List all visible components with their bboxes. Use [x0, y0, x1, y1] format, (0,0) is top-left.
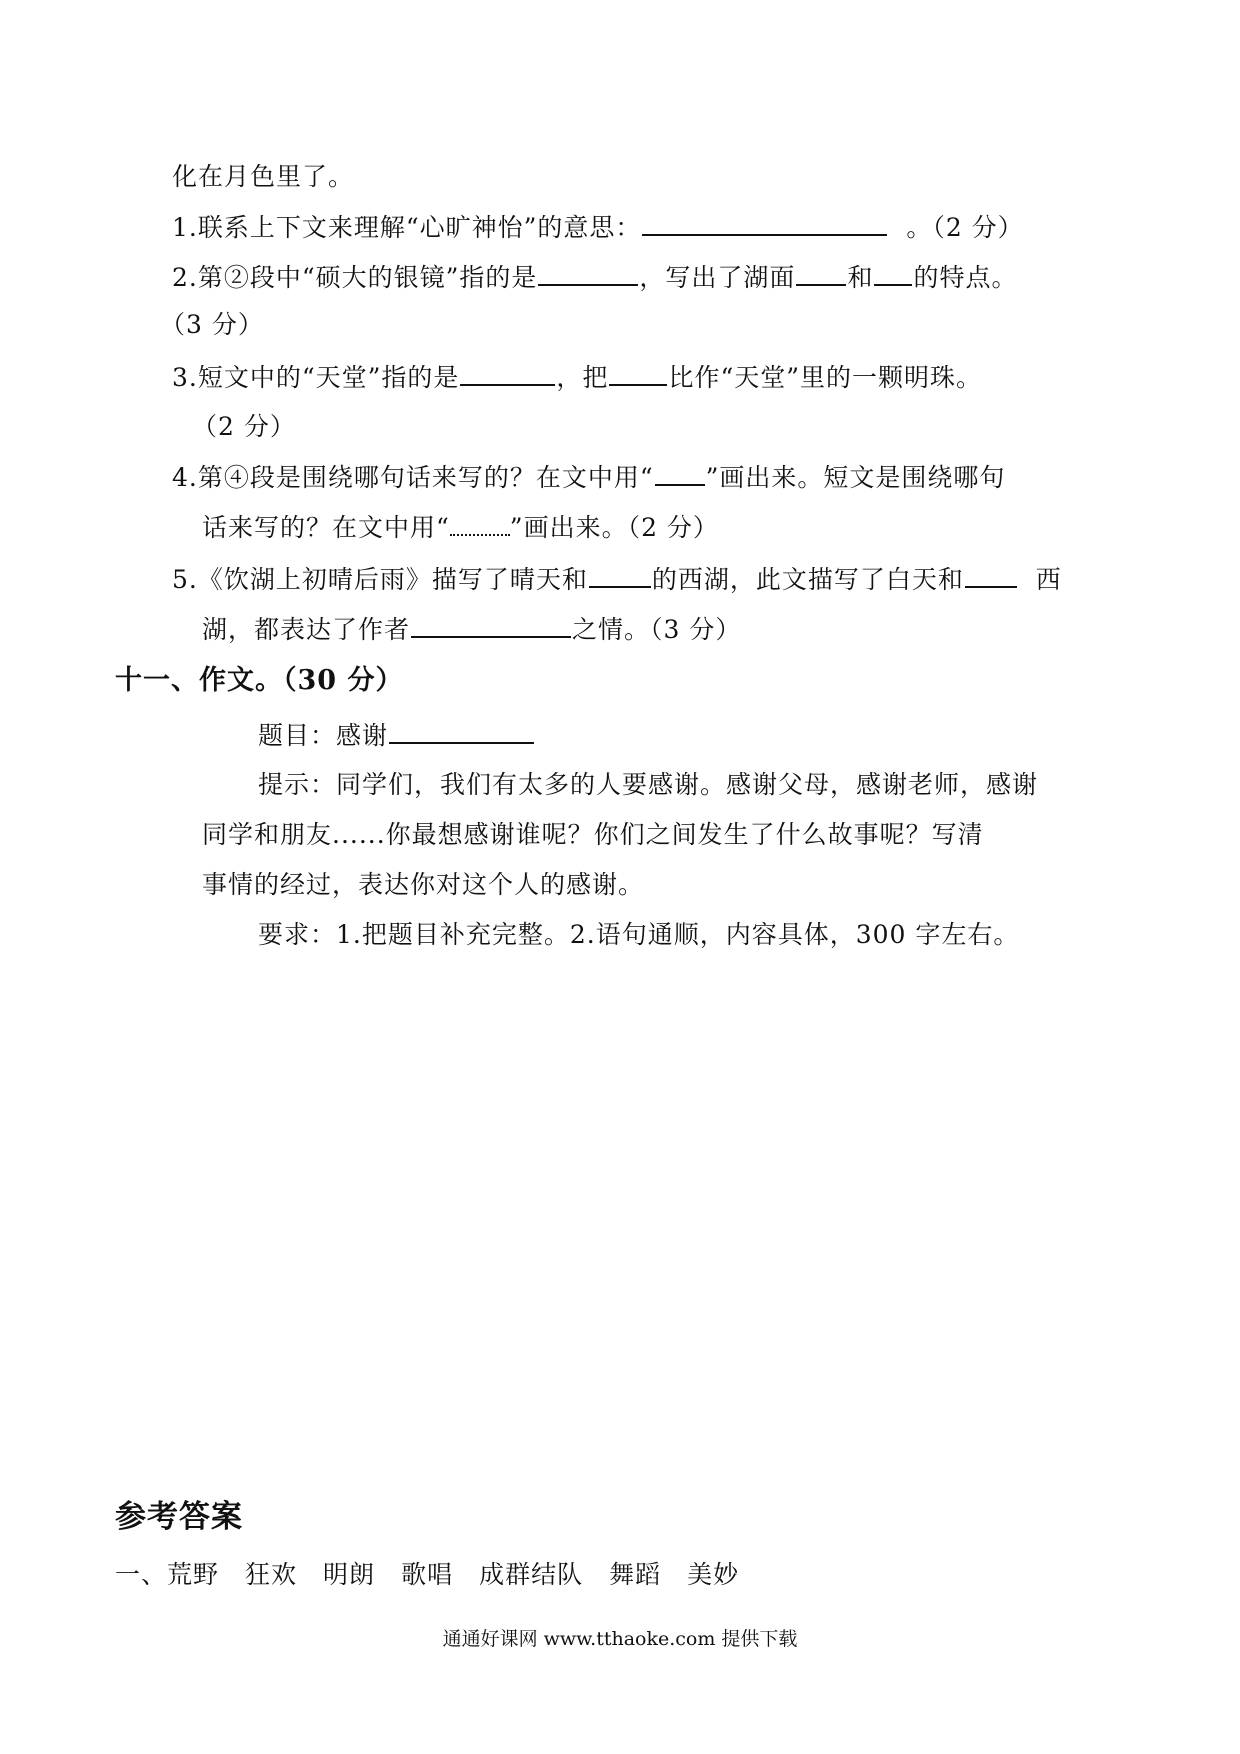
answer-blank[interactable]: [965, 562, 1017, 588]
title-blank[interactable]: [389, 718, 534, 744]
question-5-line-1: 5.《饮湖上初晴后雨》描写了晴天和 的西湖，此文描写了白天和 西: [172, 562, 1062, 597]
composition-requirements: 要求：1.把题目补充完整。2.语句通顺，内容具体，300 字左右。: [258, 920, 1020, 949]
answer-word: 舞蹈: [609, 1560, 662, 1589]
answer-blank[interactable]: [796, 260, 846, 286]
question-4-line-1: 4.第④段是围绕哪句话来写的？在文中用“ ”画出来。短文是围绕哪句: [172, 460, 1005, 495]
question-2-score: （3 分）: [160, 310, 264, 339]
question-4-line-2: 话来写的？在文中用“ ”画出来。（2 分）: [202, 510, 719, 545]
answer-blank[interactable]: [874, 260, 912, 286]
question-5-line-2: 湖，都表达了作者 之情。（3 分）: [202, 612, 741, 647]
page-footer: 通通好课网 www.tthaoke.com 提供下载: [442, 1628, 798, 1650]
answer-word: 歌唱: [401, 1560, 454, 1589]
answer-key-line-1: 一、荒野 狂欢 明朗 歌唱 成群结队 舞蹈 美妙: [115, 1560, 740, 1589]
answer-blank[interactable]: [589, 562, 651, 588]
answer-word: 荒野: [167, 1560, 220, 1589]
answer-word: 明朗: [323, 1560, 376, 1589]
straight-line-mark: [655, 460, 705, 486]
answer-word: 狂欢: [245, 1560, 298, 1589]
answer-blank[interactable]: [642, 210, 887, 236]
answer-blank[interactable]: [538, 260, 638, 286]
answer-word: 美妙: [687, 1560, 740, 1589]
composition-title: 题目：感谢: [258, 718, 535, 753]
composition-hint-line-3: 事情的经过，表达你对这个人的感谢。: [202, 870, 645, 899]
answer-blank[interactable]: [411, 612, 571, 638]
question-2: 2.第②段中“硕大的银镜”指的是 ，写出了湖面 和 的特点。: [172, 260, 1017, 295]
answer-blank[interactable]: [460, 360, 555, 386]
composition-hint-line-1: 提示：同学们，我们有太多的人要感谢。感谢父母，感谢老师，感谢: [258, 770, 1039, 799]
wavy-line-mark: [450, 510, 510, 536]
question-3: 3.短文中的“天堂”指的是 ，把 比作“天堂”里的一颗明珠。: [172, 360, 982, 395]
answer-key-heading: 参考答案: [115, 1499, 243, 1535]
passage-ending: 化在月色里了。: [172, 162, 355, 191]
question-3-score: （2 分）: [192, 412, 296, 441]
question-1: 1.联系上下文来理解“心旷神怡”的意思： 。（2 分）: [172, 210, 1024, 245]
composition-hint-line-2: 同学和朋友......你最想感谢谁呢？你们之间发生了什么故事呢？写清: [202, 820, 984, 849]
answer-blank[interactable]: [609, 360, 667, 386]
composition-heading: 十一、作文。（30 分）: [115, 665, 404, 696]
answer-word: 成群结队: [479, 1560, 584, 1589]
